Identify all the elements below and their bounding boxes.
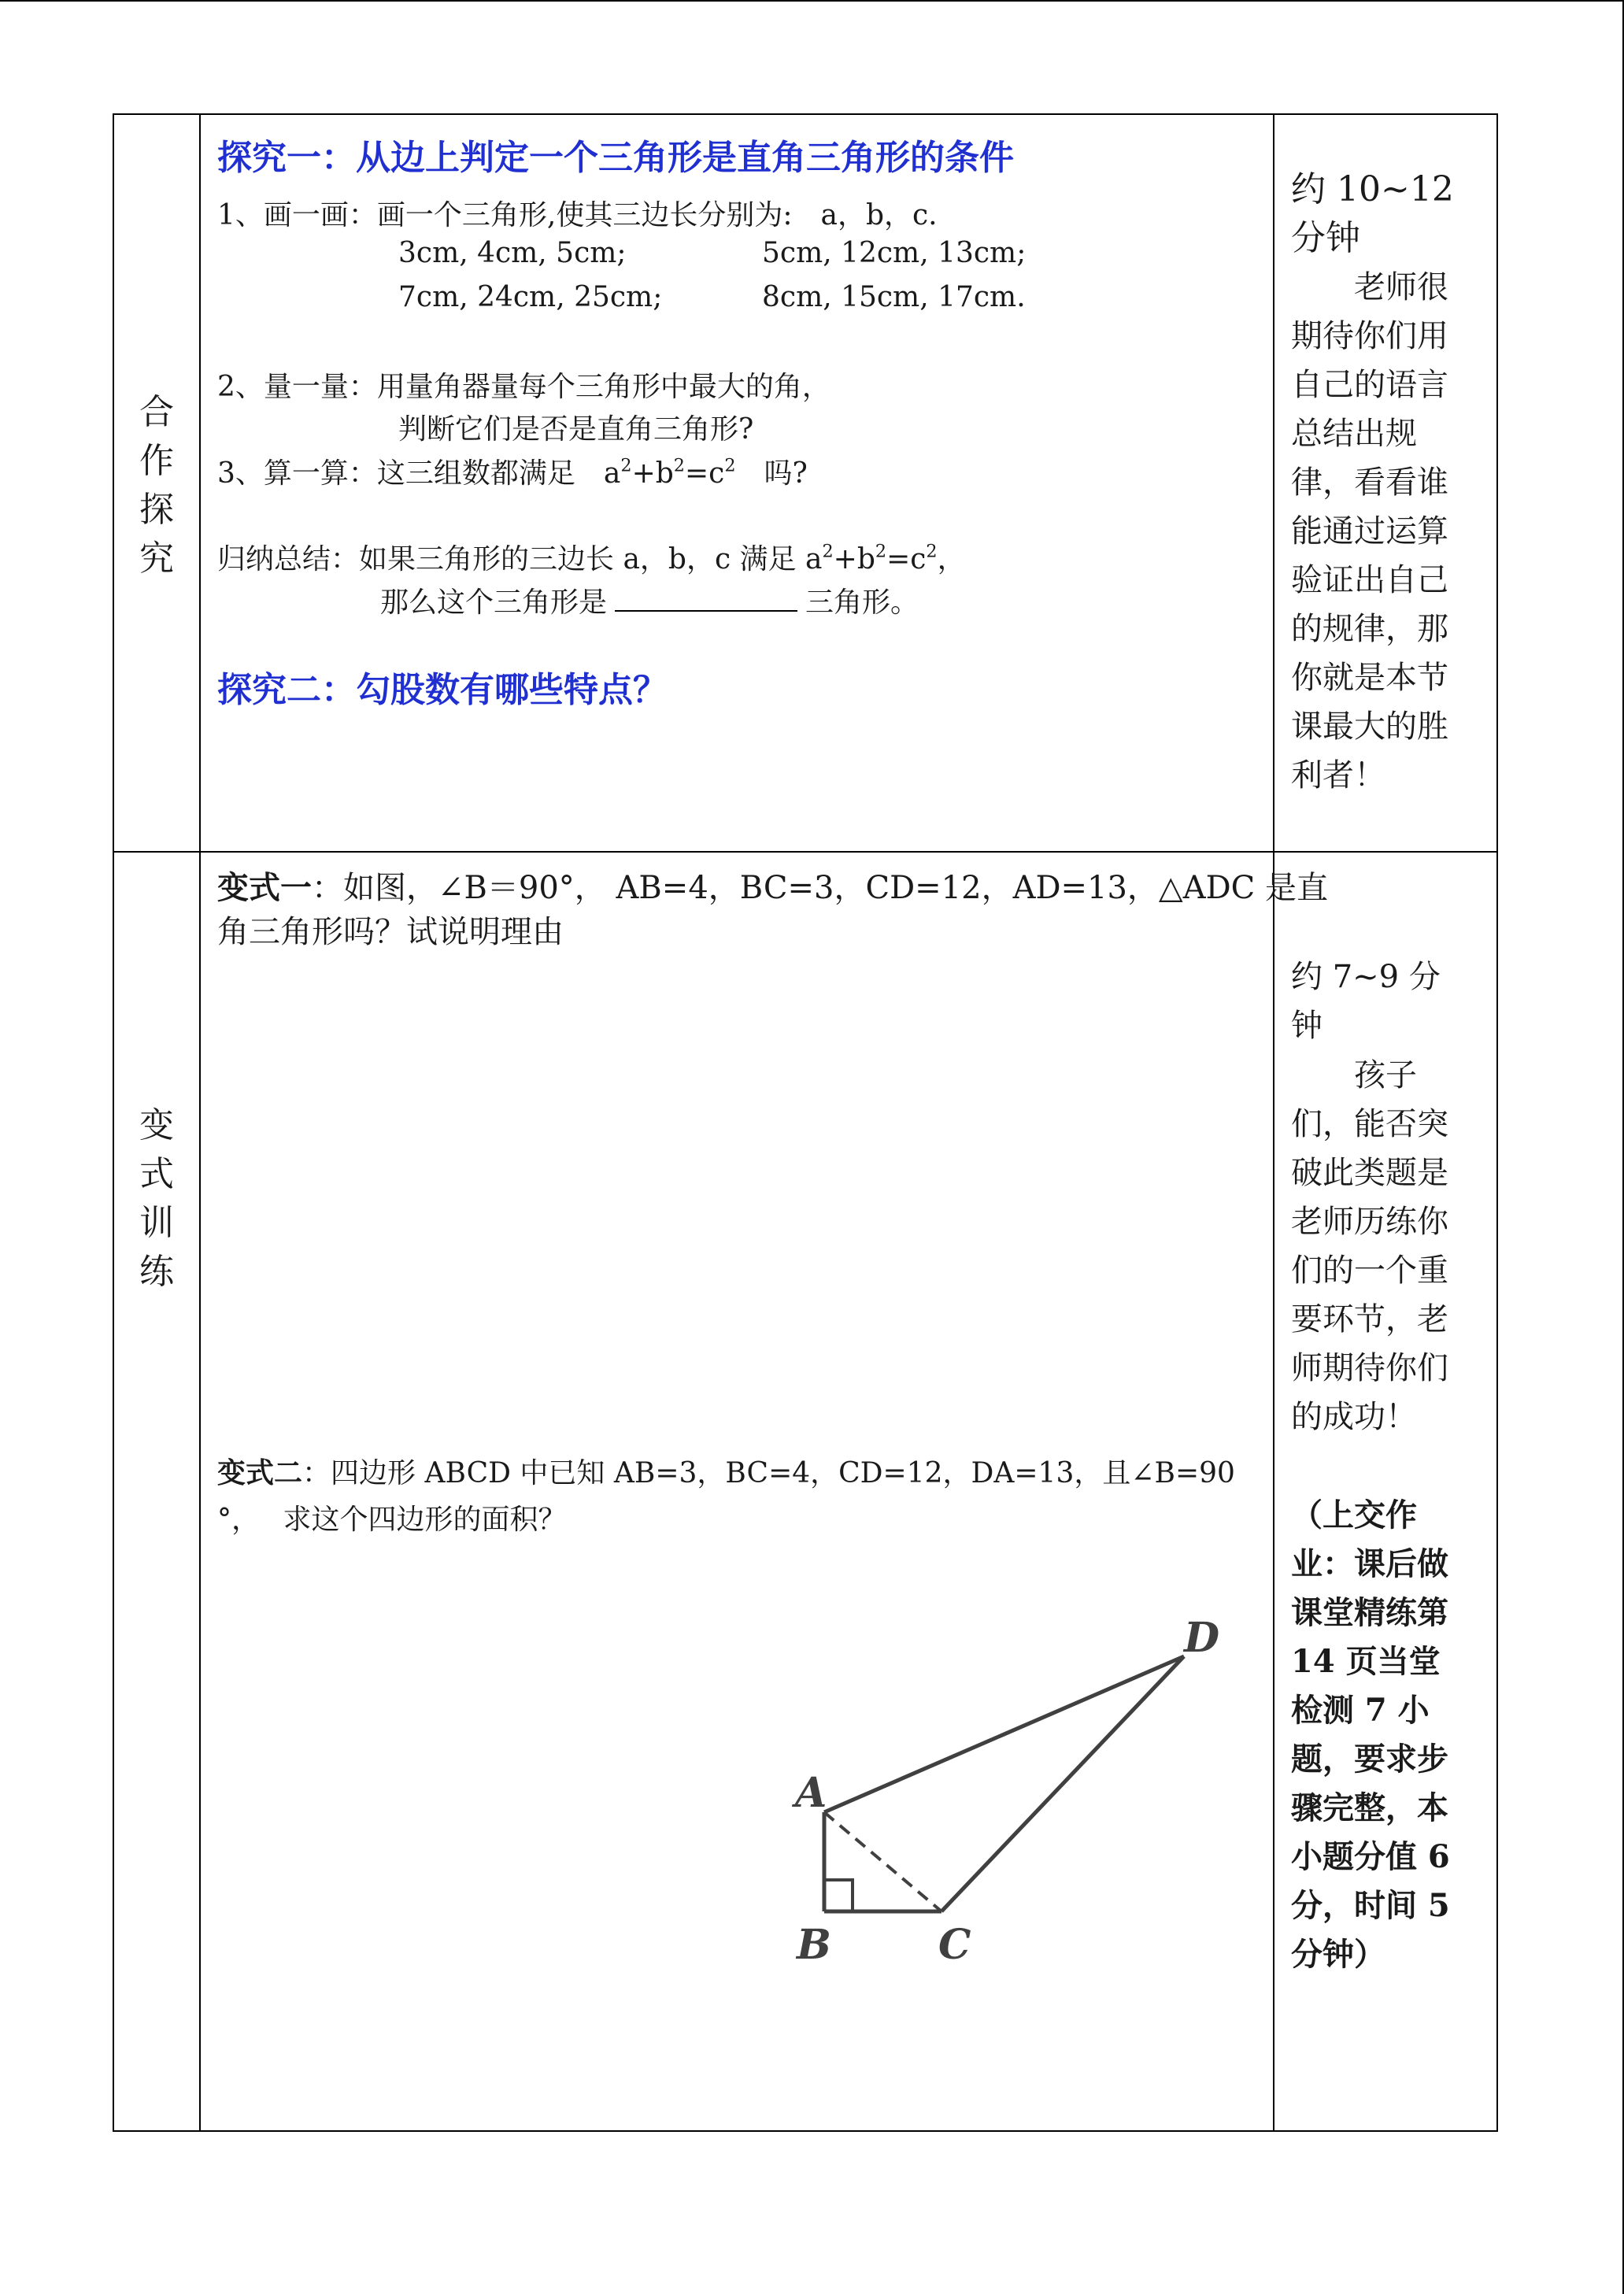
side-homework-note: （上交作业：课后做课堂精练第 14 页当堂检测 7 小题，要求步骤完整，本小题分值 6 分，时间 5 分钟） xyxy=(1291,1497,1450,1973)
right-angle-mark xyxy=(824,1880,853,1911)
summary-line-1: 归纳总结：如果三角形的三边长 a，b，c 满足 $a^2+b^2=c^2$， xyxy=(217,541,966,575)
calculate-instruction: 3、算一算：这三组数都满足 $a^2+b^2=c^2$ 吗? xyxy=(217,455,808,490)
side-teacher-note-1: 老师很期待你们用自己的语言总结出规律，看看谁能通过运算验证出自己的规律，那你就是本节课最大的胜利者！ xyxy=(1291,269,1448,794)
vertex-label-c: C xyxy=(938,1921,971,1969)
variant-two-question-cont: °， 求这个四边形的面积？ xyxy=(217,1504,567,1536)
side-time-estimate-1: 约 10~12 分钟 xyxy=(1291,169,1454,258)
quadrilateral-abcd-figure xyxy=(779,1606,1236,1984)
vertex-label-a: A xyxy=(795,1769,827,1817)
inquiry-two-title: 探究二：勾股数有哪些特点？ xyxy=(217,670,668,710)
draw-instruction: 1、画一画：画一个三角形,使其三边长分别为: a，b，c. xyxy=(217,199,938,231)
answer-blank[interactable] xyxy=(615,586,797,612)
section-label-cooperative-inquiry: 合 作 探 究 xyxy=(139,392,174,579)
variant-two-question: 变式二：四边形 ABCD 中已知 AB=3，BC=4，CD=12，DA=13，且∠B=90 xyxy=(217,1456,1235,1489)
side-teacher-note-2: 孩子们，能否突破此类题是老师历练你们的一个重要环节，老师期待你们的成功！ xyxy=(1291,1057,1448,1435)
segment-da xyxy=(824,1656,1184,1812)
measure-instruction: 2、量一量：用量角器量每个三角形中最大的角， xyxy=(217,371,830,403)
table-top-border xyxy=(113,113,1498,115)
table-bottom-border xyxy=(113,2130,1498,2132)
summary-line-2: 那么这个三角形是 三角形。 xyxy=(380,586,919,619)
side-lengths-set-1: 3cm, 4cm, 5cm; xyxy=(398,237,627,269)
side-lengths-set-3: 7cm, 24cm, 25cm; xyxy=(398,281,663,313)
measure-question: 判断它们是否是直角三角形? xyxy=(398,413,754,446)
table-right-border xyxy=(1496,113,1498,2132)
side-lengths-set-4: 8cm, 15cm, 17cm. xyxy=(762,281,1026,313)
variant-one-question-cont: 角三角形吗？试说明理由 xyxy=(217,914,564,950)
table-row-divider xyxy=(113,851,1498,853)
side-time-estimate-2: 约 7~9 分钟 xyxy=(1291,959,1441,1044)
variant-one-question: 变式一：如图，∠B＝90°， AB=4，BC=3，CD=12，AD=13，△ADC 是直 xyxy=(217,869,1328,906)
vertex-label-d: D xyxy=(1184,1614,1220,1662)
section-label-variant-training: 变 式 训 练 xyxy=(139,1105,174,1292)
inquiry-one-title: 探究一：从边上判定一个三角形是直角三角形的条件 xyxy=(217,138,1014,178)
table-side-divider xyxy=(1273,113,1274,2132)
table-label-divider xyxy=(199,113,201,2132)
segment-cd xyxy=(941,1656,1184,1911)
side-lengths-set-2: 5cm, 12cm, 13cm; xyxy=(762,237,1027,269)
segment-ac-dashed xyxy=(824,1812,941,1911)
vertex-label-b: B xyxy=(797,1921,831,1969)
